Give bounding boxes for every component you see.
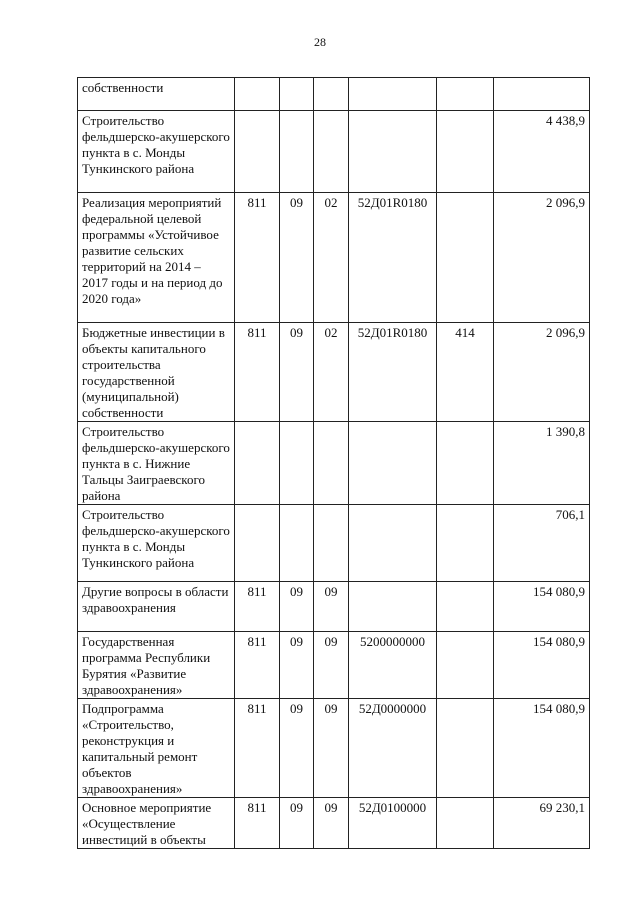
target-article-cell [349,582,437,632]
section-code-cell: 09 [280,582,314,632]
subsection-code-cell: 09 [314,699,349,798]
table-row [78,193,590,323]
amount-cell: 4 438,9 [494,111,590,193]
table-row [78,699,590,798]
expense-type-cell [437,193,494,323]
section-code-cell: 09 [280,323,314,422]
row-name-cell: Государственная программа Республики Бурятия «Развитие здравоохранения» [78,632,235,699]
table-body [78,78,590,849]
subsection-code-cell [314,422,349,505]
ved-code-cell [235,422,280,505]
section-code-cell: 09 [280,632,314,699]
row-name-cell: Основное мероприятие «Осуществление инвестиций в объекты [78,798,235,849]
page-number: 28 [314,35,326,49]
subsection-code-cell [314,505,349,582]
ved-code-cell [235,505,280,582]
amount-cell: 706,1 [494,505,590,582]
ved-code-cell: 811 [235,323,280,422]
subsection-code-cell: 02 [314,323,349,422]
target-article-cell: 52Д0000000 [349,699,437,798]
ved-code-cell: 811 [235,798,280,849]
expense-type-cell [437,699,494,798]
target-article-cell: 52Д01R0180 [349,323,437,422]
table-row [78,78,590,111]
ved-code-cell: 811 [235,699,280,798]
amount-cell: 1 390,8 [494,422,590,505]
expense-type-cell [437,505,494,582]
section-code-cell: 09 [280,699,314,798]
section-code-cell [280,505,314,582]
ved-code-cell [235,78,280,111]
amount-cell: 154 080,9 [494,632,590,699]
target-article-cell [349,422,437,505]
amount-cell: 154 080,9 [494,582,590,632]
amount-cell [494,78,590,111]
ved-code-cell: 811 [235,193,280,323]
section-code-cell: 09 [280,798,314,849]
expense-type-cell [437,632,494,699]
row-name-cell: Строительство фельдшерско-акушерского пункта в с. Нижние Тальцы Заиграевского района [78,422,235,505]
target-article-cell: 5200000000 [349,632,437,699]
expense-type-cell [437,111,494,193]
table-row [78,505,590,582]
row-name-cell: Бюджетные инвестиции в объекты капитального строительства государственной (муниципальной) собственности [78,323,235,422]
amount-cell: 2 096,9 [494,193,590,323]
amount-cell: 69 230,1 [494,798,590,849]
subsection-code-cell: 09 [314,798,349,849]
expense-type-cell [437,78,494,111]
target-article-cell [349,505,437,582]
ved-code-cell: 811 [235,582,280,632]
row-name-cell: Подпрограмма «Строительство, реконструкция и капитальный ремонт объектов здравоохранения» [78,699,235,798]
subsection-code-cell: 09 [314,632,349,699]
table-row [78,582,590,632]
table-row [78,323,590,422]
amount-cell: 154 080,9 [494,699,590,798]
section-code-cell [280,422,314,505]
row-name-cell: Реализация мероприятий федеральной целевой программы «Устойчивое развитие сельских территорий на 2014 – 2017 годы и на период до 2020 года» [78,193,235,323]
amount-cell: 2 096,9 [494,323,590,422]
expense-type-cell [437,798,494,849]
target-article-cell [349,78,437,111]
subsection-code-cell: 02 [314,193,349,323]
budget-table [77,77,590,849]
table-row [78,422,590,505]
table-row [78,632,590,699]
table-row [78,111,590,193]
section-code-cell [280,111,314,193]
subsection-code-cell [314,111,349,193]
row-name-cell: собственности [78,78,235,111]
row-name-cell: Другие вопросы в области здравоохранения [78,582,235,632]
target-article-cell [349,111,437,193]
subsection-code-cell: 09 [314,582,349,632]
ved-code-cell: 811 [235,632,280,699]
row-name-cell: Строительство фельдшерско-акушерского пункта в с. Монды Тункинского района [78,505,235,582]
ved-code-cell [235,111,280,193]
section-code-cell: 09 [280,193,314,323]
target-article-cell: 52Д0100000 [349,798,437,849]
table-row [78,798,590,849]
expense-type-cell: 414 [437,323,494,422]
subsection-code-cell [314,78,349,111]
row-name-cell: Строительство фельдшерско-акушерского пункта в с. Монды Тункинского района [78,111,235,193]
expense-type-cell [437,422,494,505]
target-article-cell: 52Д01R0180 [349,193,437,323]
section-code-cell [280,78,314,111]
expense-type-cell [437,582,494,632]
